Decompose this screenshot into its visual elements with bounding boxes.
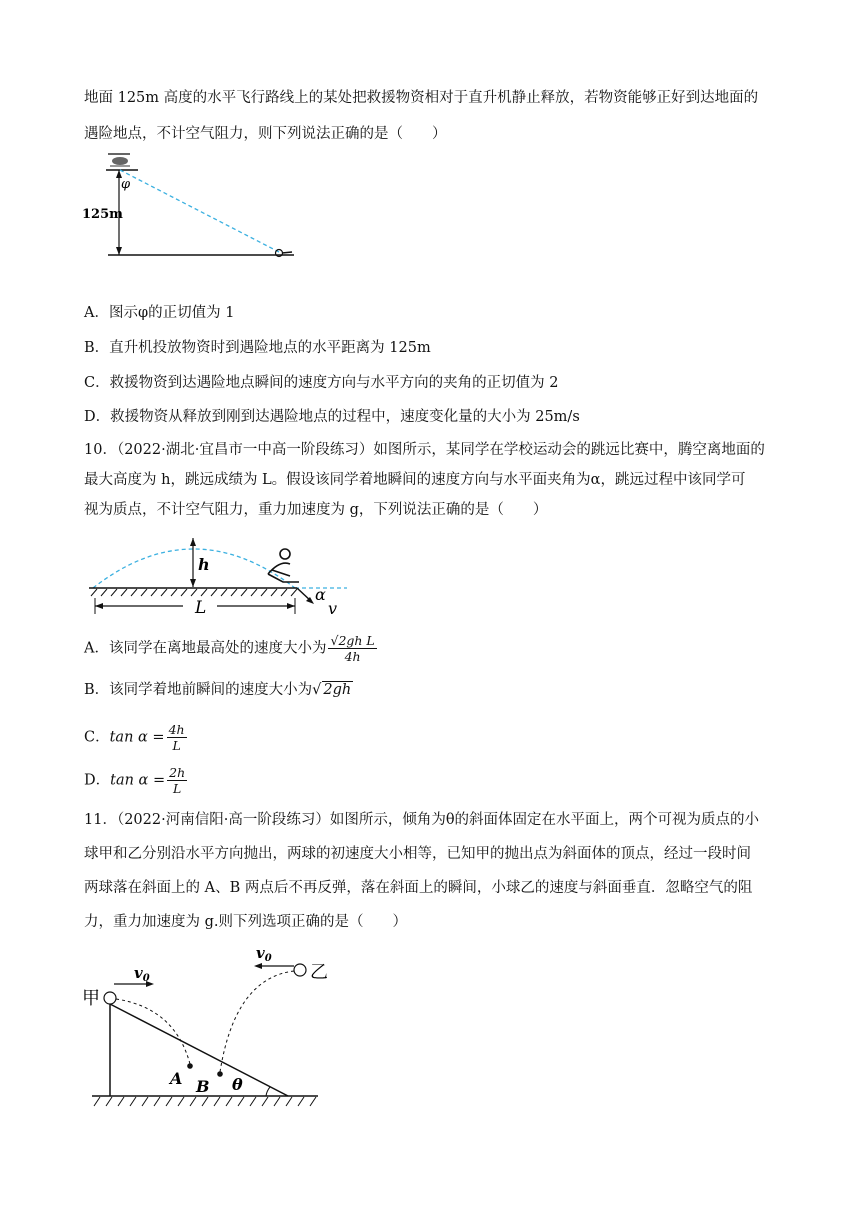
q9-option-a: A．图示φ的正切值为 1: [84, 305, 235, 321]
jumper-icon: [268, 549, 299, 582]
q9-stem-line1: 地面 125m 高度的水平飞行路线上的某处把救援物资相对于直升机静止释放，若物资能够正好到达地面的: [84, 90, 759, 106]
q10-stem-line2: 最大高度为 h，跳远成绩为 L。假设该同学着地瞬间的速度方向与水平面夹角为α，跳远过程中该同学可: [84, 472, 746, 488]
velocity-v-label: v: [328, 599, 338, 618]
height-label: 125m: [82, 207, 123, 222]
ball-yi-label: 乙: [310, 962, 328, 983]
point-a-label: A: [170, 1069, 183, 1088]
helicopter-icon: [108, 154, 130, 166]
ball-jia-label: 甲: [82, 988, 100, 1009]
v0-jia-label: $v_0$: [134, 964, 150, 984]
q9-option-d: D．救援物资从释放到刚到达遇险地点的过程中，速度变化量的大小为 25m/s: [84, 409, 580, 425]
v0-yi-label: $v_0$: [256, 944, 272, 964]
q11-stem-line1: 11．（2022·河南信阳·高一阶段练习）如图所示，倾角为θ的斜面体固定在水平面上，两个可视为质点的小: [84, 812, 760, 828]
long-jump-figure: [85, 530, 355, 618]
point-b-label: B: [196, 1077, 210, 1096]
q10-stem-line1: 10．（2022·湖北·宜昌市一中高一阶段练习）如图所示，某同学在学校运动会的跳远比赛中，腾空离地面的: [84, 442, 765, 458]
q10-option-b: B．该同学着地前瞬间的速度大小为√ 2gh: [84, 682, 352, 698]
q9-option-c: C．救援物资到达遇险地点瞬间的速度方向与水平方向的夹角的正切值为 2: [84, 375, 559, 391]
q10-option-d: D．tan α = $\frac{2h}{L}$: [84, 765, 186, 796]
q9-stem-line2: 遇险地点，不计空气阻力，则下列说法正确的是（ ）: [84, 126, 447, 142]
angle-phi-label: φ: [121, 177, 131, 192]
fraction-a: $\frac{\text{√2gh L}}{4h}$: [330, 633, 375, 664]
q9-option-b: B．直升机投放物资时到遇险地点的水平距离为 125m: [84, 340, 431, 356]
q11-stem-line2: 球甲和乙分别沿水平方向抛出，两球的初速度大小相等，已知甲的抛出点为斜面体的顶点，经过一段时间: [84, 846, 751, 862]
q11-stem-line4: 力，重力加速度为 g.则下列选项正确的是（ ）: [84, 914, 407, 930]
helicopter-drop-figure: [80, 148, 310, 263]
q10-stem-line3: 视为质点，不计空气阻力，重力加速度为 g，下列说法正确的是（ ）: [84, 502, 548, 518]
distance-l-label: L: [195, 598, 207, 618]
angle-theta-label: θ: [232, 1075, 243, 1094]
q10-option-a: A．该同学在离地最高处的速度大小为 $\frac{\text{√2gh L}}{4h}$: [84, 633, 375, 664]
height-h-label: h: [198, 555, 210, 574]
q11-stem-line3: 两球落在斜面上的 A、B 两点后不再反弹，落在斜面上的瞬间，小球乙的速度与斜面垂直．忽略空气的阻: [84, 880, 753, 896]
angle-alpha-label: α: [315, 585, 326, 604]
incline-figure: [80, 938, 340, 1113]
q10-option-c: C．tan α = $\frac{4h}{L}$: [84, 722, 185, 753]
